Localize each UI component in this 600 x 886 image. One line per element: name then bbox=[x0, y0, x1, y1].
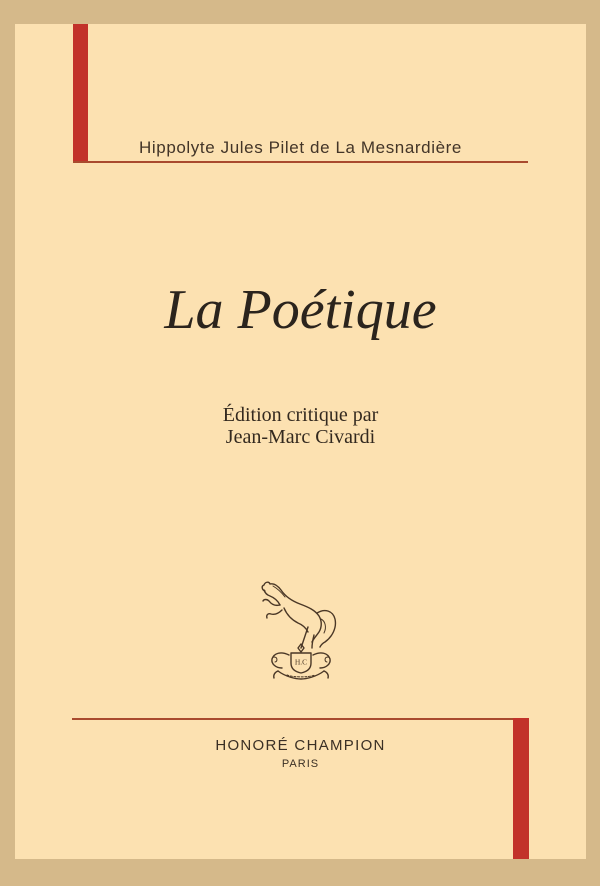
publisher-name: HONORÉ CHAMPION bbox=[215, 737, 386, 754]
edition-credit-line1: Édition critique par bbox=[222, 404, 379, 426]
crest-scroll-right bbox=[313, 653, 330, 668]
author-underline-rule bbox=[73, 161, 528, 163]
author-name: Hippolyte Jules Pilet de La Mesnardière bbox=[139, 138, 462, 157]
crest-scroll-left bbox=[271, 653, 288, 668]
publisher-horse-crest-logo bbox=[251, 575, 351, 683]
publisher-city: PARIS bbox=[281, 758, 320, 770]
horse-foreleg bbox=[266, 610, 281, 618]
edition-credit bbox=[15, 405, 586, 448]
horse-belly bbox=[284, 608, 308, 632]
horse-chest bbox=[264, 590, 280, 605]
cover-page bbox=[15, 24, 586, 859]
crest-ribbon bbox=[278, 671, 324, 679]
horse-hindleg bbox=[312, 635, 314, 648]
horse-body-outline bbox=[262, 582, 321, 642]
publisher-top-rule bbox=[72, 718, 529, 720]
editor-name: Jean-Marc Civardi bbox=[225, 425, 376, 448]
book-title: La Poétique bbox=[164, 279, 437, 341]
logo-monogram: H.C bbox=[294, 657, 307, 667]
